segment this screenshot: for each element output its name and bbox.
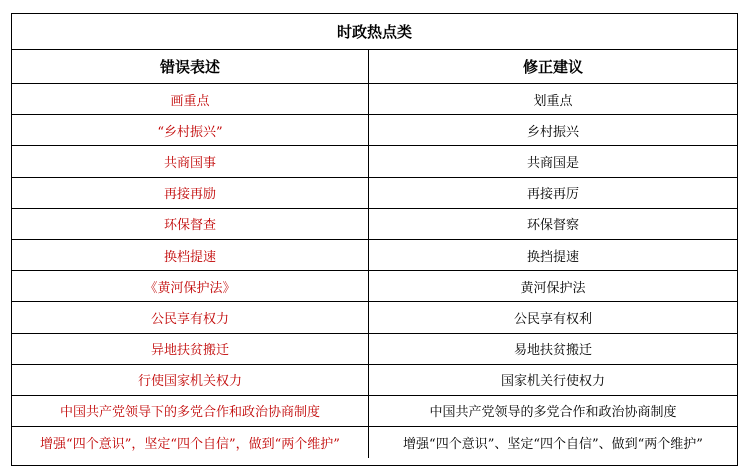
header-correction: 修正建议	[522, 58, 583, 76]
wrong-expression-cell: 中国共产党领导下的多党合作和政治协商制度	[12, 396, 369, 426]
correction-cell: 公民享有权利	[513, 311, 592, 327]
wrong-expression-cell: “乡村振兴”	[12, 115, 369, 145]
correction-cell: 易地扶贫搬迁	[513, 343, 592, 359]
table-row	[12, 334, 737, 365]
wrong-expression-cell: 增强“四个意识”，坚定“四个自信”，做到“两个维护”	[12, 427, 369, 458]
correction-cell: 国家机关行使权力	[500, 374, 605, 390]
wrong-expression-cell: 公民享有权力	[12, 302, 369, 332]
table-row	[12, 209, 737, 240]
wrong-expression-cell: 异地扶贫搬迁	[12, 334, 369, 364]
correction-cell: 乡村振兴	[526, 124, 579, 140]
table-row	[12, 115, 737, 146]
wrong-expression-cell: 画重点	[12, 84, 369, 114]
header-row	[12, 50, 737, 84]
wrong-expression-cell: 环保督查	[12, 209, 369, 239]
table-row	[12, 146, 737, 177]
table-row	[12, 84, 737, 115]
correction-cell: 增强“四个意识”、坚定“四个自信”、做到“两个维护”	[403, 437, 703, 453]
wrong-expression-cell: 《黄河保护法》	[12, 271, 369, 301]
correction-cell: 共商国是	[526, 155, 579, 171]
wrong-expression-cell: 共商国事	[12, 146, 369, 176]
correction-cell: 黄河保护法	[520, 280, 586, 296]
wrong-expression-cell: 行使国家机关权力	[12, 365, 369, 395]
table-row	[12, 427, 737, 458]
table-title: 时政热点类	[12, 14, 737, 50]
correction-cell: 中国共产党领导的多党合作和政治协商制度	[429, 405, 677, 421]
correction-cell: 划重点	[533, 93, 573, 109]
table-row	[12, 178, 737, 209]
table-row	[12, 365, 737, 396]
wrong-expression-cell: 再接再励	[12, 178, 369, 208]
table-row	[12, 240, 737, 271]
correction-table	[11, 13, 738, 466]
correction-cell: 再接再厉	[526, 187, 579, 203]
table-row	[12, 396, 737, 427]
table-row	[12, 271, 737, 302]
correction-cell: 环保督察	[526, 218, 579, 234]
table-row	[12, 302, 737, 333]
correction-cell: 换挡提速	[526, 249, 579, 265]
header-wrong-expression: 错误表述	[12, 50, 369, 83]
wrong-expression-cell: 换档提速	[12, 240, 369, 270]
